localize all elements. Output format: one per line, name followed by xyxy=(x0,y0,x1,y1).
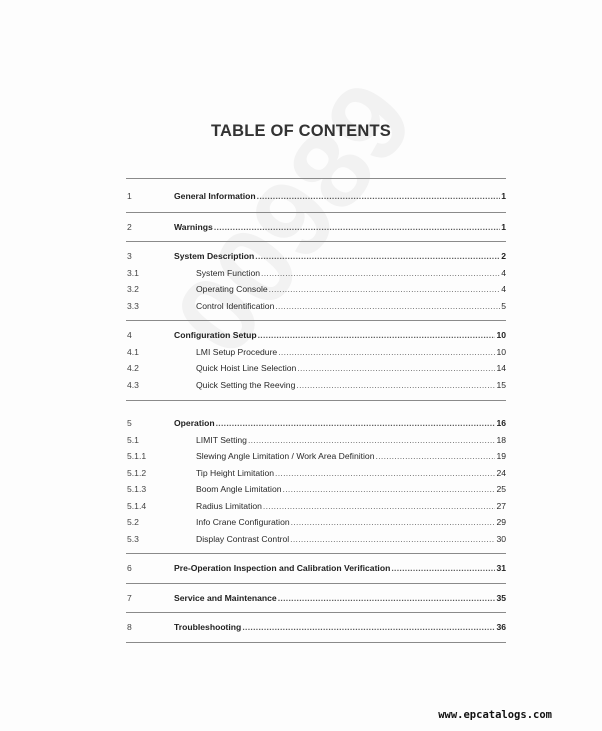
page-number: 1 xyxy=(501,221,506,232)
section-number: 3.2 xyxy=(127,284,139,294)
page-number: 5 xyxy=(501,300,506,311)
page-number: 15 xyxy=(496,379,506,390)
toc-entry-5-1-2[interactable] xyxy=(126,465,506,482)
section-number: 5.1.4 xyxy=(127,500,147,511)
section-number: 5.3 xyxy=(127,533,139,544)
page-number: 18 xyxy=(496,434,506,445)
toc-entry-2[interactable] xyxy=(126,219,506,236)
page-number: 30 xyxy=(496,533,506,544)
section-number: 5.1 xyxy=(127,434,139,445)
toc-entry-1[interactable] xyxy=(126,188,506,205)
section-title: Troubleshooting xyxy=(174,622,242,632)
section-number: 3.1 xyxy=(127,267,139,278)
page-number: 25 xyxy=(496,484,506,494)
toc-entry-4-3[interactable] xyxy=(126,377,506,394)
section-number: 3 xyxy=(127,251,132,261)
footer-url[interactable]: www.epcatalogs.com xyxy=(438,709,552,721)
section-title: Boom Angle Limitation xyxy=(196,484,282,494)
section-title: Display Contrast Control xyxy=(196,533,290,544)
section-number: 5.1.1 xyxy=(127,451,147,461)
page-number: 36 xyxy=(496,622,506,632)
toc-entry-4[interactable] xyxy=(126,327,506,344)
section-number: 4.1 xyxy=(127,346,139,357)
section-number: 3.3 xyxy=(127,300,139,311)
section-title: Service and Maintenance xyxy=(174,592,277,603)
page-number: 10 xyxy=(496,330,506,340)
toc-entry-5-1-4[interactable] xyxy=(126,498,506,515)
toc-entry-3[interactable] xyxy=(126,248,506,265)
divider xyxy=(126,642,506,643)
section-title: Quick Setting the Reeving xyxy=(196,379,296,390)
toc-entry-5-1-1[interactable] xyxy=(126,448,506,465)
section-number: 1 xyxy=(127,191,132,201)
page-number: 19 xyxy=(496,451,506,461)
toc-entry-4-2[interactable] xyxy=(126,360,506,377)
section-title: Quick Hoist Line Selection xyxy=(196,363,297,373)
page-number: 16 xyxy=(496,418,506,428)
toc-entry-3-2[interactable] xyxy=(126,281,506,298)
table-of-contents xyxy=(126,178,506,643)
toc-entry-5-3[interactable] xyxy=(126,531,506,548)
section-title: Info Crane Configuration xyxy=(196,517,290,527)
section-number: 4.2 xyxy=(127,363,139,373)
section-number: 5 xyxy=(127,418,132,428)
page-number: 2 xyxy=(501,251,506,261)
toc-entry-5-1[interactable] xyxy=(126,432,506,449)
section-number: 4.3 xyxy=(127,379,139,390)
page-number: 29 xyxy=(496,517,506,527)
section-title: LMI Setup Procedure xyxy=(196,346,278,357)
section-number: 6 xyxy=(127,563,132,573)
section-title: Radius Limitation xyxy=(196,500,262,511)
page-number: 27 xyxy=(496,500,506,511)
section-title: Tip Height Limitation xyxy=(196,467,275,478)
toc-entry-3-1[interactable] xyxy=(126,265,506,282)
section-number: 5.2 xyxy=(127,517,139,527)
section-number: 2 xyxy=(127,221,132,232)
page-number: 14 xyxy=(496,363,506,373)
section-title: System Description xyxy=(174,251,255,261)
toc-entry-6[interactable] xyxy=(126,560,506,577)
toc-entry-4-1[interactable] xyxy=(126,344,506,361)
section-title: LIMIT Setting xyxy=(196,434,247,445)
page-number: 4 xyxy=(501,267,506,278)
page-title: TABLE OF CONTENTS xyxy=(210,122,391,140)
section-title: Control Identification xyxy=(196,300,275,311)
toc-entry-8[interactable] xyxy=(126,619,506,636)
toc-entry-5[interactable] xyxy=(126,415,506,432)
toc-entry-7[interactable] xyxy=(126,590,506,607)
toc-entry-5-2[interactable] xyxy=(126,514,506,531)
toc-entry-3-3[interactable] xyxy=(126,298,506,315)
page-number: 1 xyxy=(501,191,506,201)
section-title: General Information xyxy=(174,191,256,201)
page-number: 4 xyxy=(501,284,506,294)
section-number: 7 xyxy=(127,592,132,603)
section-title: Warnings xyxy=(174,221,213,232)
section-title: Operation xyxy=(174,418,215,428)
section-title: Configuration Setup xyxy=(174,330,257,340)
section-title: Operating Console xyxy=(196,284,268,294)
section-title: Pre-Operation Inspection and Calibration Verification xyxy=(174,563,391,573)
toc-entry-5-1-3[interactable] xyxy=(126,481,506,498)
section-title: Slewing Angle Limitation / Work Area Definition xyxy=(196,451,375,461)
page-number: 31 xyxy=(496,563,506,573)
page-number: 10 xyxy=(496,346,506,357)
section-number: 8 xyxy=(127,622,132,632)
page-number: 24 xyxy=(496,467,506,478)
section-title: System Function xyxy=(196,267,260,278)
section-number: 5.1.3 xyxy=(127,484,147,494)
page-number: 35 xyxy=(496,592,506,603)
section-number: 4 xyxy=(127,330,132,340)
section-number: 5.1.2 xyxy=(127,467,147,478)
